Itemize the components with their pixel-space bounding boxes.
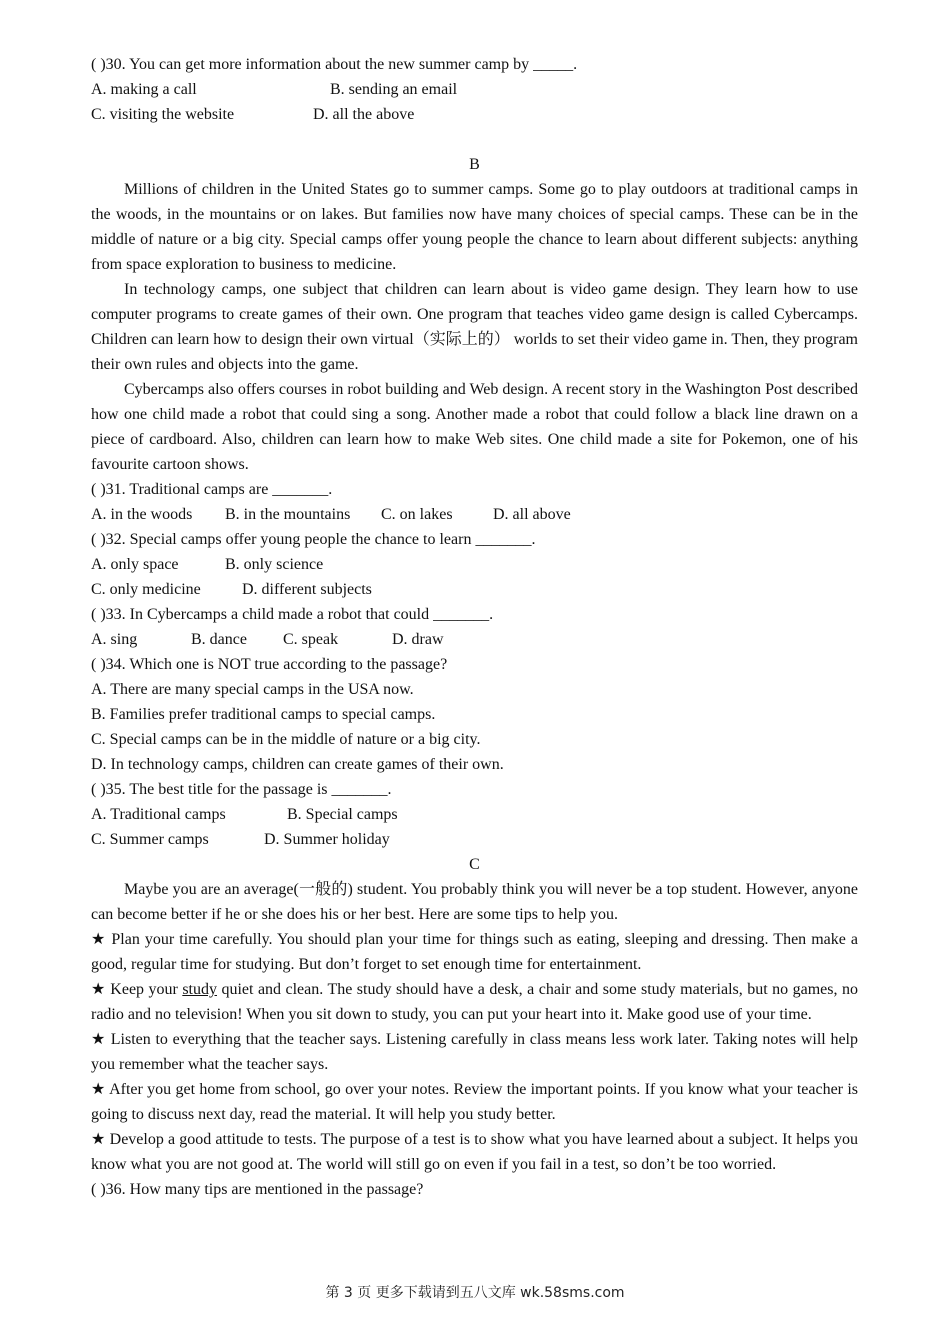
option-d: D. different subjects (242, 581, 372, 598)
option-d: D. In technology camps, children can create games of their own. (91, 756, 504, 773)
passage-c-intro: Maybe you are an average(一般的) student. You probably think you will never be a top student. However, anyone can become better if he or she does his or her best. Here are some tips to help you. (91, 881, 858, 923)
option-c: C. only medicine (91, 581, 201, 598)
question-35-options-row2 (91, 827, 858, 852)
option-a: A. There are many special camps in the USA now. (91, 681, 414, 698)
option-a: A. making a call (91, 81, 197, 98)
option-b: B. sending an email (330, 81, 458, 98)
question-31-options (91, 502, 858, 527)
option-d: D. Summer holiday (264, 831, 390, 848)
tip-keep-study-start: ★ Keep your (91, 981, 183, 998)
option-c: C. speak (283, 631, 339, 648)
tip-listen: ★ Listen to everything that the teacher says. Listening carefully in class means less work later. Taking notes will help you remember what the teacher says. (91, 1031, 858, 1073)
section-heading-c: C (469, 856, 480, 873)
question-35-options-row1 (91, 802, 858, 827)
question-31-stem: ( )31. Traditional camps are _______. (91, 481, 333, 498)
option-c: C. on lakes (381, 506, 453, 523)
option-c: C. Special camps can be in the middle of nature or a big city. (91, 731, 481, 748)
tip-plan-time: ★ Plan your time carefully. You should plan your time for things such as eating, sleeping and dressing. Then make a good, regular time for studying. But don’t forget to set enough time for entertainment. (91, 931, 858, 973)
option-c: C. Summer camps (91, 831, 209, 848)
section-heading-b: B (469, 156, 480, 173)
option-b: B. in the mountains (225, 506, 351, 523)
option-b: B. Families prefer traditional camps to special camps. (91, 706, 436, 723)
tip-keep-study (91, 977, 858, 1027)
passage-b-paragraph-3: Cybercamps also offers courses in robot building and Web design. A recent story in the Washington Post described how one child made a robot that could sing a song. Another made a robot that could follow a black line drawn on a piece of cardboard. Also, children can learn how to make Web sites. One child made a site for Pokemon, one of his favourite cartoon shows. (91, 381, 858, 473)
page-content (91, 52, 858, 1202)
option-d: D. draw (392, 631, 444, 648)
option-d: D. all the above (313, 106, 415, 123)
passage-b-paragraph-2: In technology camps, one subject that children can learn about is video game design. They learn how to use computer programs to create games of their own. One program that teaches video game design is called Cybercamps. Children can learn how to design their own virtual（实际上的） worlds to set their video game in. Then, they program their own rules and objects into the game. (91, 281, 858, 373)
tip-keep-study-rest: quiet and clean. The study should have a desk, a chair and some study materials, but no games, no radio and no television! When you sit down to study, you can put your heart into it. Make good use of your time. (91, 981, 858, 1023)
question-34-stem: ( )34. Which one is NOT true according to the passage? (91, 656, 448, 673)
option-b: B. Special camps (287, 806, 398, 823)
question-30-options-row2 (91, 102, 858, 127)
option-d: D. all above (493, 506, 571, 523)
question-33-stem: ( )33. In Cybercamps a child made a robot that could _______. (91, 606, 494, 623)
option-c: C. visiting the website (91, 106, 235, 123)
question-32-stem: ( )32. Special camps offer young people the chance to learn _______. (91, 531, 536, 548)
option-a: A. in the woods (91, 506, 193, 523)
question-30-stem: ( )30. You can get more information about the new summer camp by _____. (91, 56, 578, 73)
passage-b-paragraph-1: Millions of children in the United States go to summer camps. Some go to play outdoors at traditional camps in the woods, in the mountains or on lakes. But families now have many choices of special camps. These can be in the middle of nature or a big city. Special camps offer young people the chance to learn about different subjects: anything from space exploration to business to medicine. (91, 181, 858, 273)
tip-go-over-notes: ★ After you get home from school, go over your notes. Review the important points. If you know what your teacher is going to discuss next day, read the material. It will help you study better. (91, 1081, 858, 1123)
question-32-options-row2 (91, 577, 858, 602)
question-35-stem: ( )35. The best title for the passage is _______. (91, 781, 392, 798)
question-30-options-row1 (91, 77, 858, 102)
option-a: A. Traditional camps (91, 806, 226, 823)
option-a: A. only space (91, 556, 179, 573)
option-a: A. sing (91, 631, 138, 648)
question-36-stem: ( )36. How many tips are mentioned in the passage? (91, 1181, 424, 1198)
underlined-word-study: study (182, 981, 217, 998)
option-b: B. dance (191, 631, 247, 648)
page-footer: 第 3 页 更多下载请到五八文库 wk.58sms.com (325, 1285, 625, 1301)
question-32-options-row1 (91, 552, 858, 577)
option-b: B. only science (225, 556, 324, 573)
question-33-options (91, 627, 858, 652)
tip-attitude-tests: ★ Develop a good attitude to tests. The purpose of a test is to show what you have learned about a subject. It helps you know what you are not good at. The world will still go on even if you fail in a test, so don’t be too worried. (91, 1131, 858, 1173)
